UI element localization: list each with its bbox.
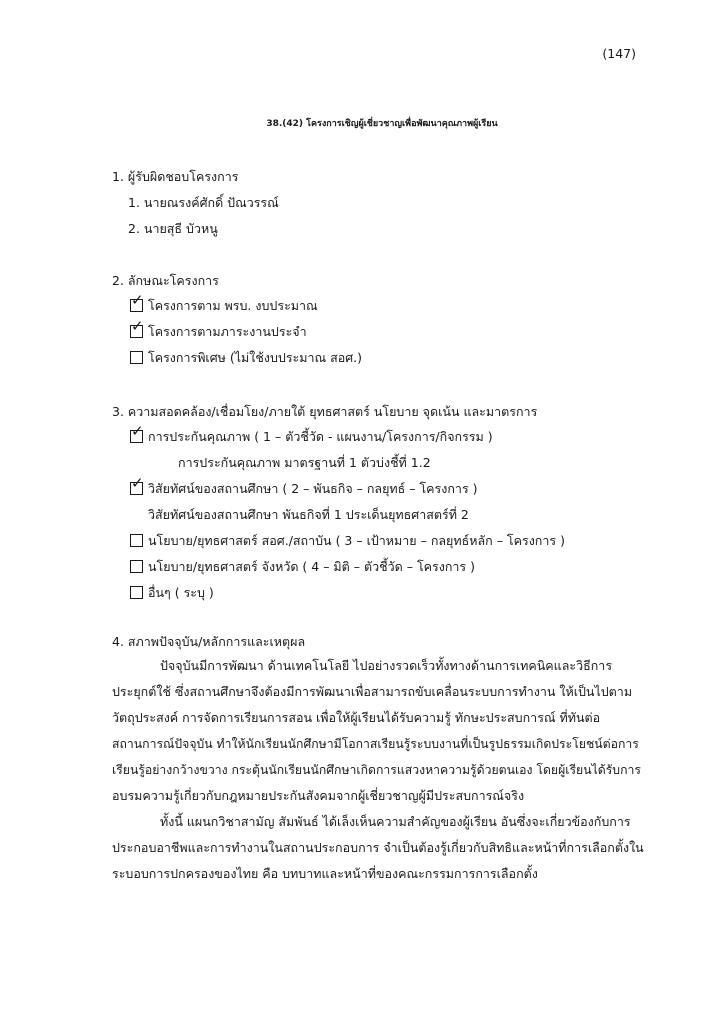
alignment-label-3: นโยบาย/ยุทธศาสตร์ สอศ./สถาบัน ( 3 – เป้าหมาย – กลยุทธ์หลัก – โครงการ )	[148, 533, 565, 548]
responsible-person-2: 2. นายสุธี บัวหนู	[128, 221, 218, 236]
project-type-label-1: โครงการตาม พรบ. งบประมาณ	[148, 298, 318, 313]
rationale-line: สถานการณ์ปัจจุบัน ทำให้นักเรียนนักศึกษามีโอกาสเรียนรู้ระบบงานที่เป็นรูปธรรมเกิดประโยชน์ต่อการ	[112, 737, 639, 751]
rationale-line: ประกอบอาชีพและการทำงานในสถานประกอบการ จำเป็นต้องรู้เกี่ยวกับสิทธิและหน้าที่การเลือกตั้งใน	[112, 840, 644, 855]
rationale-paragraph	[112, 653, 647, 887]
page-number: (147)	[602, 46, 636, 61]
alignment-option-1[interactable]	[130, 422, 493, 447]
alignment-option-4[interactable]	[130, 557, 475, 577]
section-4-heading: 4. สภาพปัจจุบัน/หลักการและเหตุผล	[112, 634, 306, 649]
rationale-line: เรียนรู้อย่างกว้างขวาง กระตุ้นนักเรียนนักศึกษาเกิดการแสวงหาความรู้ด้วยตนเอง โดยผู้เรียนได้รับการ	[112, 763, 641, 777]
alignment-label-2: วิสัยทัศน์ของสถานศึกษา ( 2 – พันธกิจ – กลยุทธ์ – โครงการ )	[148, 481, 478, 496]
section-2-heading: 2. ลักษณะโครงการ	[112, 273, 219, 288]
checkbox-checked-icon[interactable]: ✓	[130, 325, 143, 338]
responsible-person-1: 1. นายณรงค์ศักดิ์ ปัณวรรณ์	[128, 195, 279, 210]
alignment-option-5[interactable]	[130, 583, 214, 603]
checkbox-empty-icon[interactable]	[130, 351, 143, 364]
rationale-line: ประยุกต์ใช้ ซึ่งสถานศึกษาจึงต้องมีการพัฒนาเพื่อสามารถขับเคลื่อนระบบการทำงาน ให้เป็นไปตาม	[112, 684, 633, 699]
rationale-line: อบรมความรู้เกี่ยวกับกฎหมายประกันสังคมจากผู้เชี่ยวชาญผู้มีประสบการณ์จริง	[112, 788, 525, 803]
alignment-option-2[interactable]	[130, 474, 478, 499]
document-title: 38.(42) โครงการเชิญผู้เชี่ยวชาญเพื่อพัฒนาคุณภาพผู้เรียน	[266, 119, 498, 129]
checkbox-empty-icon[interactable]	[130, 534, 143, 547]
alignment-label-1: การประกันคุณภาพ ( 1 – ตัวชี้วัด - แผนงาน/โครงการ/กิจกรรม )	[148, 429, 493, 444]
project-type-label-2: โครงการตามภาระงานประจำ	[148, 324, 307, 339]
alignment-label-4: นโยบาย/ยุทธศาสตร์ จังหวัด ( 4 – มิติ – ตัวชี้วัด – โครงการ )	[148, 559, 475, 574]
alignment-label-5: อื่นๆ ( ระบุ )	[148, 585, 214, 600]
alignment-option-3[interactable]	[130, 531, 565, 551]
section-1-heading: 1. ผู้รับผิดชอบโครงการ	[112, 169, 239, 184]
rationale-line: ปัจจุบันมีการพัฒนา ด้านเทคโนโลยี ไปอย่างรวดเร็วทั้งทางด้านการเทคนิคและวิธีการ	[160, 658, 613, 673]
checkbox-empty-icon[interactable]	[130, 560, 143, 573]
project-type-option-2[interactable]	[130, 317, 307, 342]
alignment-detail-2: วิสัยทัศน์ของสถานศึกษา พันธกิจที่ 1 ประเด็นยุทธศาสตร์ที่ 2	[148, 507, 469, 522]
checkbox-checked-icon[interactable]: ✓	[130, 299, 143, 312]
checkbox-checked-icon[interactable]: ✓	[130, 430, 143, 443]
alignment-detail-1: การประกันคุณภาพ มาตรฐานที่ 1 ตัวบ่งชี้ที่ 1.2	[178, 455, 431, 470]
rationale-line: ระบอบการปกครองของไทย คือ บทบาทและหน้าที่ของคณะกรรมการการเลือกตั้ง	[112, 866, 538, 881]
rationale-line: ทั้งนี้ แผนกวิชาสามัญ สัมพันธ์ ได้เล็งเห็นความสำคัญของผู้เรียน อันซึ่งจะเกี่ยวข้องกับการ	[160, 814, 631, 829]
rationale-line: วัตถุประสงค์ การจัดการเรียนการสอน เพื่อให้ผู้เรียนได้รับความรู้ ทักษะประสบการณ์ ที่ทันต่อ	[112, 710, 601, 725]
project-type-label-3: โครงการพิเศษ (ไม่ใช้งบประมาณ สอศ.)	[148, 350, 362, 365]
checkbox-checked-icon[interactable]: ✓	[130, 482, 143, 495]
project-type-option-1[interactable]	[130, 291, 318, 316]
checkbox-empty-icon[interactable]	[130, 586, 143, 599]
project-type-option-3[interactable]	[130, 348, 362, 368]
section-3-heading: 3. ความสอดคล้อง/เชื่อมโยง/ภายใต้ ยุทธศาสตร์ นโยบาย จุดเน้น และมาตรการ	[112, 404, 538, 419]
